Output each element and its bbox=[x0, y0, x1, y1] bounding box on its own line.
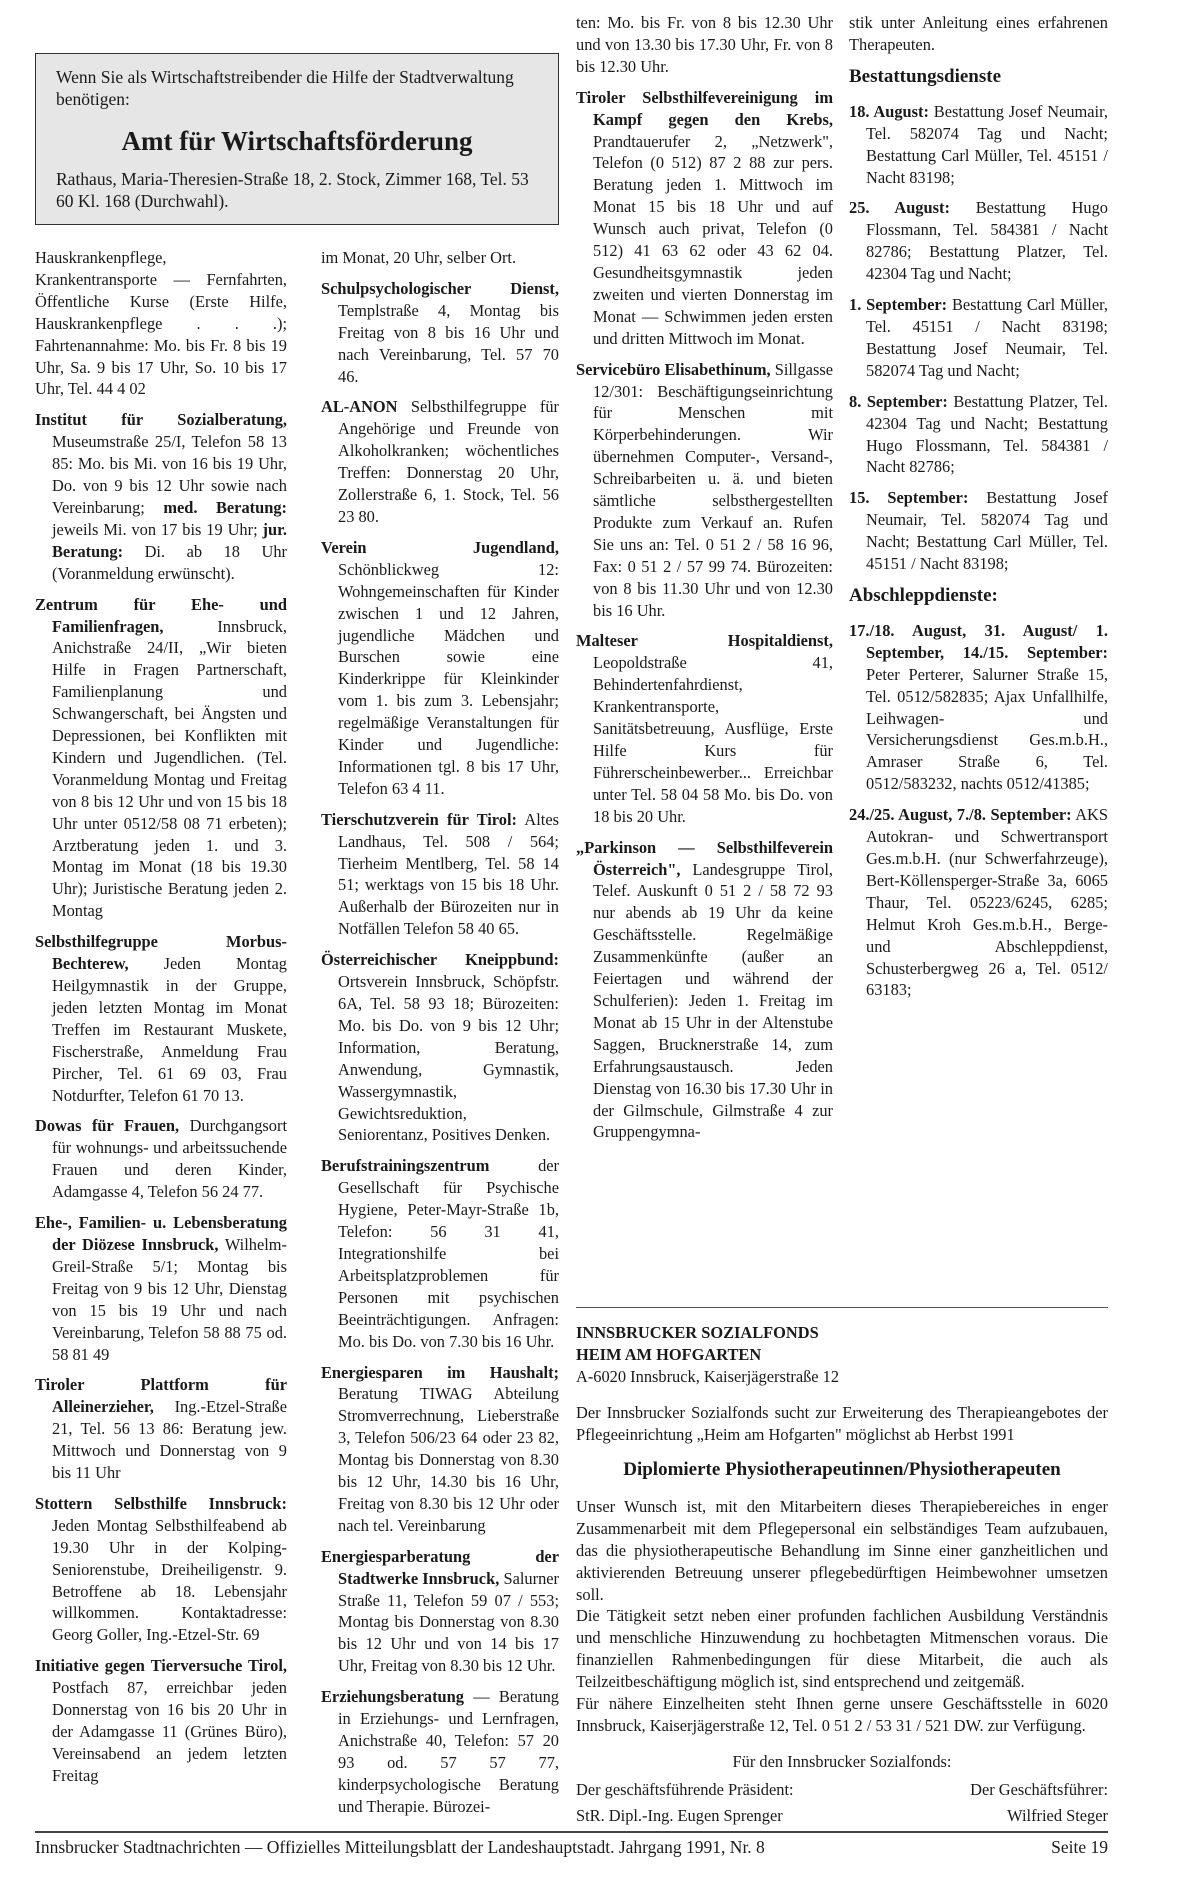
sf-address: A-6020 Innsbruck, Kaiserjägerstraße 12 bbox=[576, 1367, 840, 1387]
page-grid bbox=[35, 12, 1108, 1827]
entry-heading: Stottern Selbsthilfe Innsbruck: bbox=[35, 1493, 287, 1513]
entry-text: Postfach 87, erreichbar jeden Donnerstag von 16 bis 20 Uhr in der Adamgasse 11 (Grünes Büro), Vereinsabend an jedem letzten Freitag bbox=[52, 1678, 287, 1785]
entry-text: Altes Landhaus, Tel. 508 / 564; Tierheim Mentlberg, Tel. 58 14 51; werktags von 15 bis 18 Uhr. Außerhalb der Bürozeiten nur in Notfällen Telefon 58 40 65. bbox=[338, 809, 559, 939]
page bbox=[35, 0, 1108, 1878]
entry-heading: Energiesparberatung der Stadtwerke Innsbruck, bbox=[321, 1546, 559, 1588]
directory-entry bbox=[321, 396, 559, 527]
directory-entry bbox=[849, 12, 1108, 56]
entry-heading: Dowas für Frauen, bbox=[35, 1116, 180, 1136]
entry-heading: 17./18. August, 31. August/ 1. September, 14./15. September: bbox=[849, 620, 1108, 662]
sf-sig-left-role: Der geschäftsführende Präsident: bbox=[576, 1779, 794, 1799]
entry-text: Prandtauerufer 2, „Netzwerk", Telefon (0 512) 87 2 88 zur pers. Beratung jeden 1. Mittwoch im Monat 15 bis 18 Uhr und auf Wunsch auch privat, Telefon (0 512) 41 63 62 oder 43 62 04. Gesundheitsgymnastik jeden zweiten und vierten Donnerstag im Monat — Schwimmen jeden ersten und dritten Mittwoch im Monat. bbox=[593, 131, 833, 348]
entry-heading: Berufstrainingszentrum bbox=[321, 1156, 490, 1176]
page-footer bbox=[35, 1836, 1108, 1878]
sf-intro: Der Innsbrucker Sozialfonds sucht zur Erweiterung des Therapieangebotes der Pflegeeinrichtung „Heim am Hofgarten" möglichst ab Herbst 1991 bbox=[576, 1403, 1108, 1445]
directory-entry bbox=[35, 1493, 287, 1646]
entry-text: Leopoldstraße 41, Behindertenfahrdienst, Krankentransporte, Sanitätsbetreuung, Ausflüge, Erste Hilfe Kurs für Führerscheinbewerber... Erreichbar unter Tel. 58 04 58 Mo. bis Do. von 18 bis 20 Uhr. bbox=[593, 653, 833, 826]
ad-title: Amt für Wirtschaftsförderung bbox=[121, 126, 473, 156]
directory-entry bbox=[35, 409, 287, 584]
entry-heading: 8. September: bbox=[849, 391, 948, 411]
entry-text: Hauskrankenpflege, Krankentransporte — Fernfahrten, Öffentliche Kurse (Erste Hilfe, Hauskrankenpflege . . .); Fahrtenannahme: Mo. bis Fr. 8 bis 19 Uhr, Sa. 9 bis 17 Uhr, So. 10 bis 17 Uhr, Tel. 44 4 02 bbox=[35, 248, 287, 399]
column-4 bbox=[849, 12, 1108, 1010]
entry-text: AKS Autokran- und Schwertransport Ges.m.b.H. (nur Schwerfahrzeuge), Bert-Köllensperger-Straße 3a, 6065 Thaur, Tel. 05223/6245, 6285; Helmut Kroh Ges.m.b.H., Berge- und Abschleppdienst, Schusterbergweg 26 a, Tel. 0512/ 63183; bbox=[866, 805, 1108, 1000]
directory-entry bbox=[849, 804, 1108, 1001]
directory-entry bbox=[849, 101, 1108, 189]
entry-text: Bestattung Platzer, Tel. 42304 Tag und Nacht; Bestattung Hugo Flossmann, Tel. 584381 / Nacht 82786; bbox=[866, 391, 1108, 477]
ad-address: Rathaus, Maria-Theresien-Straße 18, 2. Stock, Zimmer 168, Tel. 53 60 Kl. 168 (Durchwahl). bbox=[56, 169, 529, 211]
footer-page-number: Seite 19 bbox=[1051, 1836, 1108, 1857]
entry-heading: Schulpsychologischer Dienst, bbox=[321, 278, 559, 298]
entry-heading: Malteser Hospitaldienst, bbox=[576, 631, 833, 651]
directory-entry bbox=[321, 278, 559, 388]
sf-paragraph-1: Unser Wunsch ist, mit den Mitarbeitern dieses Therapiebereiches in enger Zusammenarbeit mit dem Pflegepersonal ein selbständiges Team aufzubauen, das die physiotherapeutische Behandlung im Sinne einer ganzheitlichen und aktivierenden Betreuung unserer pflegebedürftigen Heimbewohner umsetzen soll. bbox=[576, 1496, 1108, 1604]
entry-text: ten: Mo. bis Fr. von 8 bis 12.30 Uhr und von 13.30 bis 17.30 Uhr, Fr. von 8 bis 12.30 Uhr. bbox=[576, 13, 833, 76]
directory-entry bbox=[849, 391, 1108, 479]
sf-paragraph-3: Für nähere Einzelheiten steht Ihnen gerne unsere Geschäftsstelle in 6020 Innsbruck, Kaiserjägerstraße 12, Tel. 0 51 2 / 53 31 / 521 DW. zur Verfügung. bbox=[576, 1694, 1108, 1735]
sf-paragraph-2: Die Tätigkeit setzt neben einer profunden fachlichen Ausbildung Verständnis und menschliche Hinzuwendung zu hochbetagten Mitmenschen voraus. Die finanziellen Rahmenbedingungen für diese Mitarbeit, die auch als Teilzeitbeschäftigung möglich ist, sind entsprechend und zeitgemäß. bbox=[576, 1606, 1108, 1692]
entry-heading: Initiative gegen Tierversuche Tirol, bbox=[35, 1656, 287, 1676]
entry-heading: 24./25. August, 7./8. September: bbox=[849, 805, 1072, 825]
entry-text: Salurner Straße 11, Telefon 59 07 / 553; Montag bis Donnerstag von 8.30 bis 12 Uhr und von 14 bis 17 Uhr, Freitag von 8.30 bis 12 Uhr. bbox=[338, 1568, 560, 1676]
entry-text: Di. ab 18 Uhr (Voranmeldung erwünscht). bbox=[52, 541, 287, 583]
entry-heading: Erziehungsberatung bbox=[321, 1687, 464, 1707]
ad-intro: Wenn Sie als Wirtschaftstreibender die Hilfe der Stadtverwaltung benötigen: bbox=[56, 67, 514, 109]
entry-heading: 1. September: bbox=[849, 295, 948, 315]
directory-entry bbox=[35, 594, 287, 923]
directory-entry bbox=[849, 620, 1108, 795]
entry-heading: Energiesparen im Haushalt; bbox=[321, 1362, 559, 1382]
footer-publication: Innsbrucker Stadtnachrichten — Offizielles Mitteilungsblatt der Landeshauptstadt. Jahrgang 1991, Nr. 8 bbox=[35, 1836, 765, 1857]
column-1 bbox=[35, 247, 287, 1796]
entry-text: der Gesellschaft für Psychische Hygiene, Peter-Mayr-Straße 1b, Telefon: 56 31 41, Integrationshilfe bei Arbeitsplatzproblemen für Personen mit psychischen Beeinträchtigungen. Anfragen: Mo. bis Do. von 7.30 bis 16 Uhr. bbox=[338, 1156, 559, 1351]
entry-heading: Ehe-, Familien- u. Lebensberatung der Diözese Innsbruck, bbox=[35, 1213, 287, 1254]
directory-entry bbox=[576, 630, 833, 827]
entry-text: Ing.-Etzel-Straße 21, Tel. 56 13 86: Beratung jew. Mittwoch und Donnerstag von 9 bis 11 Uhr bbox=[52, 1397, 287, 1483]
entry-heading: Tiroler Selbsthilfevereinigung im Kampf gegen den Krebs, bbox=[576, 87, 833, 129]
entry-heading: Tierschutzverein für Tirol: bbox=[321, 809, 517, 829]
directory-entry bbox=[35, 247, 287, 400]
entry-heading: jur. Beratung: bbox=[52, 519, 287, 561]
entry-heading: „Parkinson — Selbsthilfeverein Österreich", bbox=[576, 837, 833, 879]
entry-text: Bestattung Hugo Flossmann, Tel. 584381 / Nacht 82786; Bestattung Platzer, Tel. 42304 Tag und Nacht; bbox=[866, 198, 1108, 284]
sf-title-1: INNSBRUCKER SOZIALFONDS bbox=[576, 1323, 819, 1343]
entry-text: jeweils Mi. von 17 bis 19 Uhr; bbox=[52, 519, 263, 539]
directory-entry bbox=[576, 359, 833, 622]
entry-heading: Institut für Sozialberatung, bbox=[35, 410, 287, 430]
section-heading: Abschleppdienste: bbox=[849, 584, 998, 606]
directory-entry bbox=[35, 1212, 287, 1365]
sf-sig-right-role: Der Geschäftsführer: bbox=[970, 1779, 1108, 1799]
entry-text: Sillgasse 12/301: Beschäftigungseinrichtung für Menschen mit Körperbehinderungen. Wir übernehmen Computer-, Versand-, Schreibarbeiten u. ä. und bieten sämtliche selbsthergestellten Produkte zum Verkauf an. Rufen Sie uns an: Tel. 0 51 2 / 58 16 96, Fax: 0 51 2 / 57 99 74. Bürozeiten: von 8 bis 11.30 Uhr und von 12.30 bis 16 Uhr. bbox=[593, 359, 833, 620]
entry-heading: Selbsthilfegruppe Morbus-Bechterew, bbox=[35, 932, 287, 974]
directory-entry bbox=[35, 1655, 287, 1786]
section-heading: Bestattungsdienste bbox=[849, 65, 1002, 87]
directory-entry bbox=[321, 1686, 559, 1817]
directory-entry bbox=[321, 247, 559, 269]
entry-heading: med. Beratung: bbox=[163, 497, 287, 517]
directory-entry bbox=[321, 949, 559, 1146]
wirtschaftsfoerderung-ad-box bbox=[35, 53, 559, 225]
entry-text: Schönblickweg 12: Wohngemeinschaften für Kinder zwischen 1 und 12 Jahren, jugendliche Mädchen und Burschen sowie eine Kinderkrippe für Kleinkinder vom 1. bis zum 3. Lebensjahr; regelmäßige Veranstaltungen für Kinder und Jugendliche: Informationen tgl. 8 bis 17 Uhr, Telefon 63 4 11. bbox=[338, 559, 559, 798]
sf-title-2: HEIM AM HOFGARTEN bbox=[576, 1345, 762, 1365]
sf-closing: Für den Innsbrucker Sozialfonds: bbox=[732, 1751, 952, 1771]
directory-entry bbox=[35, 1115, 287, 1203]
entry-text: Bestattung Josef Neumair, Tel. 582074 Tag und Nacht; Bestattung Carl Müller, Tel. 45151 / Nacht 83198; bbox=[866, 488, 1108, 574]
entry-heading: AL-ANON bbox=[321, 397, 398, 417]
entry-heading: Tiroler Plattform für Alleinerzieher, bbox=[35, 1375, 287, 1417]
sozialfonds-job-ad bbox=[576, 1307, 1108, 1826]
entry-text: Innsbruck, Anichstraße 24/II, „Wir bieten Hilfe in Fragen Partnerschaft, Familienplanung und Schwangerschaft, bei Ängsten und Depressionen, bei Konflikten mit Kindern und Jugendlichen. (Tel. Voranmeldung Montag und Freitag von 8 bis 12 Uhr und von 15 bis 18 Uhr unter 0512/58 08 71 erbeten); Arztberatung jeden 1. und 3. Montag im Monat (18 bis 19.30 Uhr); Juristische Beratung jeden 2. Montag bbox=[52, 616, 287, 921]
entry-text: Bestattung Josef Neumair, Tel. 582074 Tag und Nacht; Bestattung Carl Müller, Tel. 45151 / Nacht 83198; bbox=[866, 101, 1108, 187]
entry-text: — Beratung in Erziehungs- und Lernfragen, Anichstraße 40, Telefon: 57 20 93 od. 57 57 77, kinderpsychologische Beratung und Therapie. Bürozei- bbox=[338, 1687, 559, 1816]
entry-heading: Servicebüro Elisabethinum, bbox=[576, 359, 771, 379]
entry-heading: 18. August: bbox=[849, 101, 929, 121]
entry-text: Wilhelm-Greil-Straße 5/1; Montag bis Freitag von 9 bis 12 Uhr, Dienstag von 15 bis 19 Uhr und nach Vereinbarung, Telefon 58 88 75 od. 58 81 49 bbox=[52, 1234, 287, 1364]
entry-text: Jeden Montag Selbsthilfeabend ab 19.30 Uhr in der Kolping-Seniorenstube, Dreiheiligenstr. 9. Betroffene ab 18. Lebensjahr willkommen. Kontaktadresse: Georg Goller, Ing.-Etzel-Str. 69 bbox=[52, 1515, 287, 1645]
entry-heading: Zentrum für Ehe- und Familienfragen, bbox=[35, 594, 287, 636]
entry-text: im Monat, 20 Uhr, selber Ort. bbox=[321, 248, 517, 267]
entry-text: Beratung TIWAG Abteilung Stromverrechnung, Lieberstraße 3, Telefon 506/23 64 oder 23 82, Montag bis Donnerstag von 8.30 bis 12 Uhr, 14.30 bis 16 Uhr, Freitag von 8.30 bis 12 Uhr oder nach tel. Vereinbarung bbox=[338, 1384, 559, 1535]
entry-text: Landesgruppe Tirol, Telef. Auskunft 0 51 2 / 58 72 93 nur abends ab 19 Uhr da keine Geschäftsstelle. Regelmäßige Zusammenkünfte (außer an Feiertagen und während der Schulferien): Jeden 1. Freitag im Monat ab 15 Uhr in der Altenstube Saggen, Brucknerstraße 14, zum Erfahrungsaustausch. Jeden Dienstag von 16.30 bis 17.30 Uhr in der Gilmschule, Gilmstraße 4 zur Gruppengymna- bbox=[593, 859, 833, 1142]
entry-heading: Österreichischer Kneippbund: bbox=[321, 950, 559, 970]
sf-sig-right-name: Wilfried Steger bbox=[1007, 1805, 1108, 1825]
entry-text: Durchgangsort für wohnungs- und arbeitssuchende Frauen und deren Kinder, Adamgasse 4, Telefon 56 24 77. bbox=[52, 1116, 287, 1202]
directory-entry bbox=[321, 809, 559, 940]
directory-entry bbox=[321, 1546, 559, 1677]
directory-entry bbox=[321, 1155, 559, 1352]
directory-entry bbox=[321, 537, 559, 800]
footer-rule bbox=[35, 1831, 1108, 1833]
entry-text: stik unter Anleitung eines erfahrenen Therapeuten. bbox=[849, 13, 1108, 54]
entry-heading: Verein Jugendland, bbox=[321, 537, 559, 557]
entry-text: Selbsthilfegruppe für Angehörige und Freunde von Alkoholkranken; wöchentliches Treffen: Donnerstag 20 Uhr, Zollerstraße 6, 1. Stock, Tel. 56 23 80. bbox=[338, 397, 559, 526]
entry-text: Bestattung Carl Müller, Tel. 45151 / Nacht 83198; Bestattung Josef Neumair, Tel. 582074 Tag und Nacht; bbox=[866, 295, 1108, 380]
column-3 bbox=[576, 12, 833, 1152]
sf-sig-left-name: StR. Dipl.-Ing. Eugen Sprenger bbox=[576, 1805, 783, 1825]
entry-text: Jeden Montag Heilgymnastik in der Gruppe, jeden letzten Montag im Monat Treffen im Restaurant Muskete, Fischerstraße, Anmeldung Frau Pircher, Tel. 61 69 03, Frau Notdurfter, Telefon 61 70 13. bbox=[52, 954, 287, 1105]
directory-entry bbox=[849, 487, 1108, 575]
directory-entry bbox=[35, 931, 287, 1106]
entry-text: Museumstraße 25/I, Telefon 58 13 85: Mo. bis Mi. von 16 bis 19 Uhr, Do. von 9 bis 12 Uhr sowie nach Vereinbarung; bbox=[52, 432, 287, 517]
entry-text: Templstraße 4, Montag bis Freitag von 8 bis 16 Uhr und nach Vereinbarung, Tel. 57 70 46. bbox=[338, 300, 559, 386]
entry-text: Peter Perterer, Salurner Straße 15, Tel. 0512/582835; Ajax Unfallhilfe, Leihwagen- und Versicherungsdienst Ges.m.b.H., Amraser Straße 6, Tel. 0512/583232, nachts 0512/41385; bbox=[866, 664, 1108, 794]
sf-heading: Diplomierte Physiotherapeutinnen/Physiotherapeuten bbox=[623, 1458, 1061, 1480]
directory-entry bbox=[35, 1374, 287, 1484]
entry-heading: 25. August: bbox=[849, 198, 950, 218]
directory-entry bbox=[849, 197, 1108, 285]
column-2 bbox=[321, 247, 559, 1827]
directory-entry bbox=[321, 1362, 559, 1537]
entry-heading: 15. September: bbox=[849, 488, 969, 508]
directory-entry bbox=[576, 12, 833, 78]
directory-entry bbox=[576, 87, 833, 350]
entry-text: Ortsverein Innsbruck, Schöpfstr. 6A, Tel. 58 93 18; Bürozeiten: Mo. bis Do. von 9 bis 12 Uhr; Information, Beratung, Anwendung, Gymnastik, Wassergymnastik, Gewichtsreduktion, Seniorentanz, Positives Denken. bbox=[338, 972, 559, 1145]
directory-entry bbox=[849, 294, 1108, 382]
directory-entry bbox=[576, 837, 833, 1144]
